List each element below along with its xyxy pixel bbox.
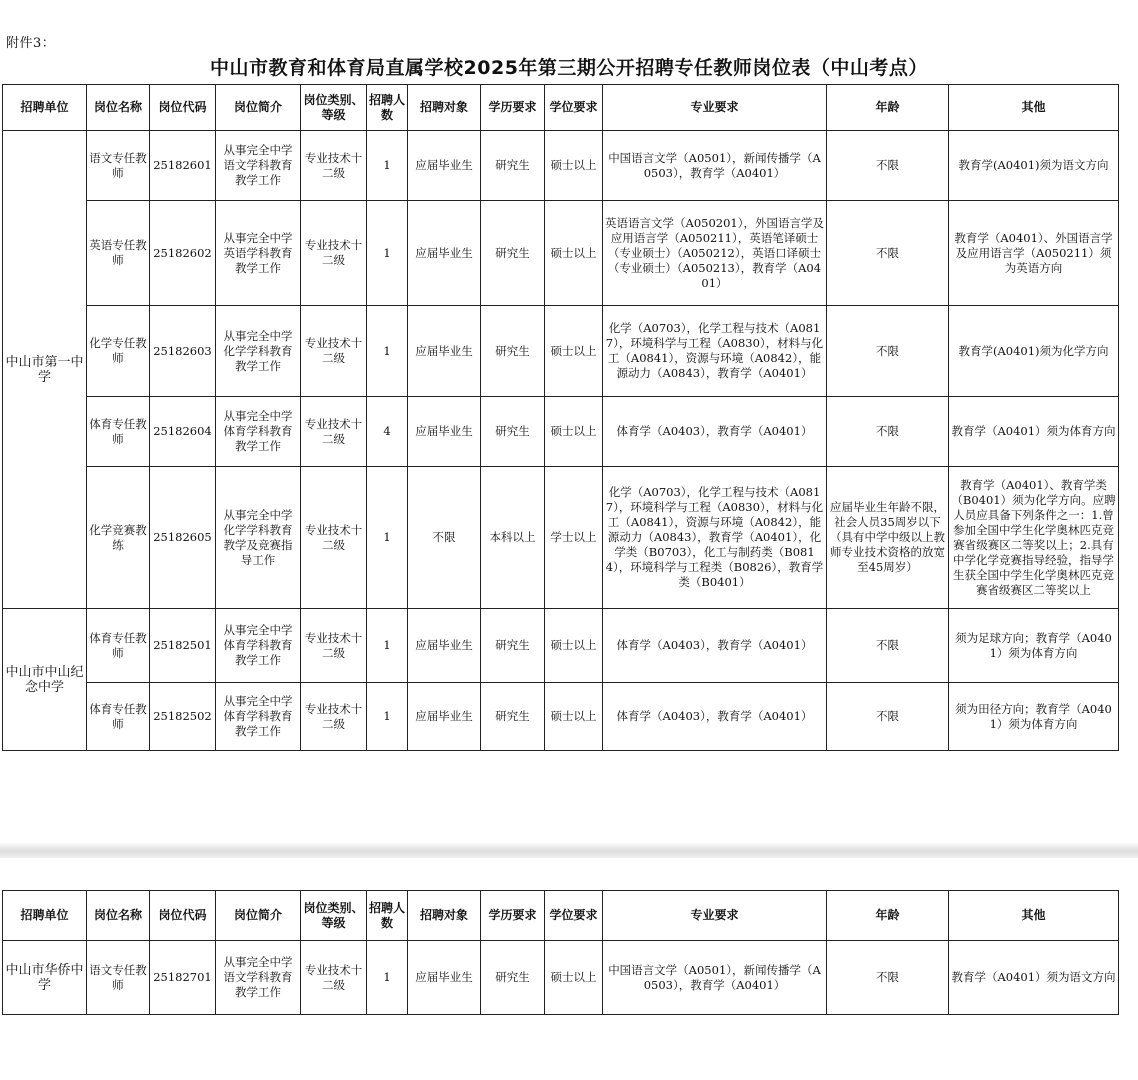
education-cell: 研究生 — [481, 609, 545, 683]
target-cell: 应届毕业生 — [408, 941, 481, 1015]
age-cell: 不限 — [827, 683, 949, 751]
target-cell: 不限 — [408, 467, 481, 609]
major-cell: 体育学（A0403），教育学（A0401） — [603, 397, 827, 467]
category-cell: 专业技术十二级 — [301, 609, 367, 683]
table-row — [3, 609, 1119, 683]
post-name-cell: 体育专任教师 — [87, 683, 150, 751]
education-cell: 研究生 — [481, 941, 545, 1015]
post-name-cell: 英语专任教师 — [87, 201, 150, 306]
other-cell: 教育学（A0401）、教育学类（B0401）须为化学方向。应聘人员应具备下列条件之一：1.曾参加全国中学生化学奥林匹克竞赛省级赛区二等奖以上；2.具有中学化学竞赛指导经验，指导学生获全国中学生化学奥林匹克竞赛省级赛区二等奖以上 — [949, 467, 1119, 609]
table-row — [3, 306, 1119, 397]
age-cell: 不限 — [827, 941, 949, 1015]
other-cell: 教育学（A0401）、外国语言学及应用语言学（A050211）须为英语方向 — [949, 201, 1119, 306]
post-name-cell: 体育专任教师 — [87, 609, 150, 683]
target-cell: 应届毕业生 — [408, 201, 481, 306]
post-name-cell: 语文专任教师 — [87, 131, 150, 201]
degree-cell: 硕士以上 — [545, 306, 603, 397]
attachment-label: 附件3： — [6, 36, 56, 51]
category-cell: 专业技术十二级 — [301, 306, 367, 397]
table-header-row — [3, 891, 1119, 941]
category-cell: 专业技术十二级 — [301, 467, 367, 609]
education-cell: 研究生 — [481, 683, 545, 751]
header-post-code: 岗位代码 — [150, 891, 216, 941]
post-name-cell: 化学竞赛教练 — [87, 467, 150, 609]
target-cell: 应届毕业生 — [408, 397, 481, 467]
header-target: 招聘对象 — [408, 85, 481, 131]
header-education: 学历要求 — [481, 891, 545, 941]
major-cell: 化学（A0703），化学工程与技术（A0817），环境科学与工程（A0830），材料与化工（A0841），资源与环境（A0842），能源动力（A0843），教育学（A0401） — [603, 306, 827, 397]
education-cell: 本科以上 — [481, 467, 545, 609]
target-cell: 应届毕业生 — [408, 131, 481, 201]
post-code-cell: 25182605 — [150, 467, 216, 609]
degree-cell: 硕士以上 — [545, 941, 603, 1015]
major-cell: 中国语言文学（A0501），新闻传播学（A0503），教育学（A0401） — [603, 941, 827, 1015]
education-cell: 研究生 — [481, 397, 545, 467]
page-separator — [0, 842, 1138, 858]
header-age: 年龄 — [827, 891, 949, 941]
header-age: 年龄 — [827, 85, 949, 131]
post-name-cell: 化学专任教师 — [87, 306, 150, 397]
degree-cell: 硕士以上 — [545, 683, 603, 751]
header-other: 其他 — [949, 891, 1119, 941]
other-cell: 教育学(A0401)须为语文方向 — [949, 131, 1119, 201]
major-cell: 英语语言文学（A050201），外国语言学及应用语言学（A050211），英语笔译硕士（专业硕士）（A050212），英语口译硕士（专业硕士）（A050213），教育学（A0401） — [603, 201, 827, 306]
header-degree: 学位要求 — [545, 85, 603, 131]
unit-cell: 中山市中山纪念中学 — [3, 609, 87, 751]
post-desc-cell: 从事完全中学化学学科教育教学及竞赛指导工作 — [216, 467, 301, 609]
header-category: 岗位类别、等级 — [301, 85, 367, 131]
count-cell: 4 — [367, 397, 408, 467]
header-post-code: 岗位代码 — [150, 85, 216, 131]
age-cell: 不限 — [827, 201, 949, 306]
header-category: 岗位类别、等级 — [301, 891, 367, 941]
header-major: 专业要求 — [603, 891, 827, 941]
post-desc-cell: 从事完全中学体育学科教育教学工作 — [216, 397, 301, 467]
header-unit: 招聘单位 — [3, 891, 87, 941]
header-post-name: 岗位名称 — [87, 85, 150, 131]
header-post-name: 岗位名称 — [87, 891, 150, 941]
category-cell: 专业技术十二级 — [301, 201, 367, 306]
header-degree: 学位要求 — [545, 891, 603, 941]
count-cell: 1 — [367, 467, 408, 609]
recruitment-table — [2, 84, 1119, 751]
post-code-cell: 25182604 — [150, 397, 216, 467]
table-row — [3, 201, 1119, 306]
table-row — [3, 683, 1119, 751]
major-cell: 体育学（A0403），教育学（A0401） — [603, 609, 827, 683]
post-name-cell: 体育专任教师 — [87, 397, 150, 467]
table-header-row — [3, 85, 1119, 131]
other-cell: 教育学（A0401）须为体育方向 — [949, 397, 1119, 467]
post-code-cell: 25182601 — [150, 131, 216, 201]
post-desc-cell: 从事完全中学体育学科教育教学工作 — [216, 683, 301, 751]
count-cell: 1 — [367, 609, 408, 683]
unit-cell: 中山市华侨中学 — [3, 941, 87, 1015]
count-cell: 1 — [367, 306, 408, 397]
other-cell: 须为足球方向；教育学（A0401）须为体育方向 — [949, 609, 1119, 683]
education-cell: 研究生 — [481, 201, 545, 306]
post-desc-cell: 从事完全中学化学学科教育教学工作 — [216, 306, 301, 397]
category-cell: 专业技术十二级 — [301, 131, 367, 201]
header-other: 其他 — [949, 85, 1119, 131]
header-unit: 招聘单位 — [3, 85, 87, 131]
other-cell: 教育学（A0401）须为语文方向 — [949, 941, 1119, 1015]
other-cell: 须为田径方向；教育学（A0401）须为体育方向 — [949, 683, 1119, 751]
category-cell: 专业技术十二级 — [301, 397, 367, 467]
degree-cell: 硕士以上 — [545, 397, 603, 467]
category-cell: 专业技术十二级 — [301, 683, 367, 751]
post-desc-cell: 从事完全中学体育学科教育教学工作 — [216, 609, 301, 683]
header-post-desc: 岗位简介 — [216, 891, 301, 941]
education-cell: 研究生 — [481, 306, 545, 397]
count-cell: 1 — [367, 131, 408, 201]
age-cell: 不限 — [827, 131, 949, 201]
post-code-cell: 25182502 — [150, 683, 216, 751]
post-name-cell: 语文专任教师 — [87, 941, 150, 1015]
post-desc-cell: 从事完全中学语文学科教育教学工作 — [216, 941, 301, 1015]
table-row — [3, 941, 1119, 1015]
page-title: 中山市教育和体育局直属学校2025年第三期公开招聘专任教师岗位表（中山考点） — [210, 57, 928, 79]
post-code-cell: 25182603 — [150, 306, 216, 397]
count-cell: 1 — [367, 201, 408, 306]
target-cell: 应届毕业生 — [408, 683, 481, 751]
unit-cell: 中山市第一中学 — [3, 131, 87, 609]
header-education: 学历要求 — [481, 85, 545, 131]
header-major: 专业要求 — [603, 85, 827, 131]
age-cell: 不限 — [827, 397, 949, 467]
post-code-cell: 25182701 — [150, 941, 216, 1015]
education-cell: 研究生 — [481, 131, 545, 201]
age-cell: 不限 — [827, 306, 949, 397]
post-code-cell: 25182501 — [150, 609, 216, 683]
count-cell: 1 — [367, 683, 408, 751]
degree-cell: 硕士以上 — [545, 609, 603, 683]
post-desc-cell: 从事完全中学英语学科教育教学工作 — [216, 201, 301, 306]
post-code-cell: 25182602 — [150, 201, 216, 306]
header-post-desc: 岗位简介 — [216, 85, 301, 131]
other-cell: 教育学(A0401)须为化学方向 — [949, 306, 1119, 397]
category-cell: 专业技术十二级 — [301, 941, 367, 1015]
header-count: 招聘人数 — [367, 85, 408, 131]
major-cell: 体育学（A0403），教育学（A0401） — [603, 683, 827, 751]
degree-cell: 学士以上 — [545, 467, 603, 609]
age-cell: 不限 — [827, 609, 949, 683]
table-row — [3, 397, 1119, 467]
recruitment-table-page-2 — [2, 890, 1119, 1015]
age-cell: 应届毕业生年龄不限，社会人员35周岁以下（具有中学中级以上教师专业技术资格的放宽至45周岁） — [827, 467, 949, 609]
target-cell: 应届毕业生 — [408, 306, 481, 397]
degree-cell: 硕士以上 — [545, 201, 603, 306]
header-target: 招聘对象 — [408, 891, 481, 941]
target-cell: 应届毕业生 — [408, 609, 481, 683]
post-desc-cell: 从事完全中学语文学科教育教学工作 — [216, 131, 301, 201]
major-cell: 化学（A0703），化学工程与技术（A0817），环境科学与工程（A0830），材料与化工（A0841），资源与环境（A0842），能源动力（A0843），教育学（A0401），化学类（B0703），化工与制药类（B0814），环境科学与工程类（B0826），教育学类（B0401） — [603, 467, 827, 609]
header-count: 招聘人数 — [367, 891, 408, 941]
degree-cell: 硕士以上 — [545, 131, 603, 201]
table-row — [3, 131, 1119, 201]
count-cell: 1 — [367, 941, 408, 1015]
table-row — [3, 467, 1119, 609]
major-cell: 中国语言文学（A0501），新闻传播学（A0503），教育学（A0401） — [603, 131, 827, 201]
